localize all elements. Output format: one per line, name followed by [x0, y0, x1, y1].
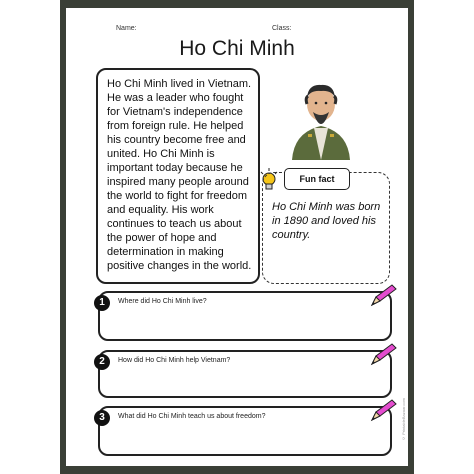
name-label: Name:	[116, 25, 137, 32]
reading-passage-box	[96, 68, 260, 284]
question-number: 3	[94, 410, 110, 426]
question-text: What did Ho Chi Minh teach us about freedom?	[118, 413, 266, 420]
reading-passage: Ho Chi Minh lived in Vietnam. He was a leader who fought for Vietnam's independence from foreign rule. He helped his country become free and united. Ho Chi Minh is important today because he inspired many people around the world to fight for freedom and equality. His work continues to teach us about the power of hope and determination in making positive changes in the world.	[107, 78, 252, 272]
page-title: Ho Chi Minh	[179, 37, 295, 60]
fun-fact-label: Fun fact	[284, 168, 350, 190]
portrait-illustration	[284, 74, 358, 160]
fun-fact-text: Ho Chi Minh was born in 1890 and loved his country.	[272, 201, 381, 241]
worksheet	[66, 8, 408, 466]
question-number: 1	[94, 295, 110, 311]
question-box-3[interactable]	[98, 406, 392, 456]
class-label: Class:	[272, 25, 292, 32]
footer-credit: © PrintableBazaar.com	[401, 398, 406, 442]
question-text: How did Ho Chi Minh help Vietnam?	[118, 357, 231, 364]
question-text: Where did Ho Chi Minh live?	[118, 298, 207, 305]
question-number: 2	[94, 354, 110, 370]
pencil-icon	[368, 342, 398, 366]
pencil-icon	[368, 398, 398, 422]
question-box-2[interactable]	[98, 350, 392, 398]
pencil-icon	[368, 283, 398, 307]
question-box-1[interactable]	[98, 291, 392, 341]
